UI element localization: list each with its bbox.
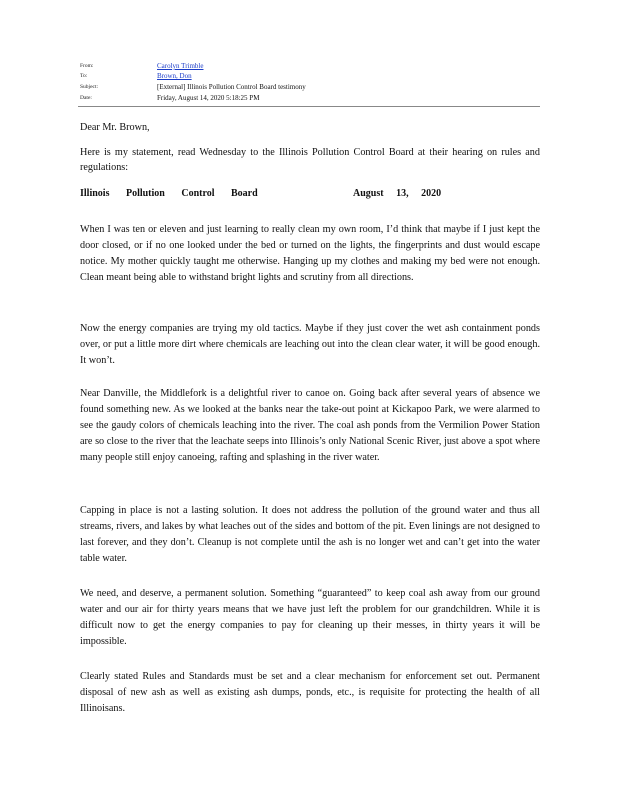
header-to-row xyxy=(80,72,192,81)
intro-paragraph: Here is my statement, read Wednesday to the Illinois Pollution Control Board at their hearing on rules and regulations: xyxy=(80,147,540,173)
paragraph-5: We need, and deserve, a permanent solution. Something “guaranteed” to keep coal ash away from our ground water and our air for thirty years means that we have just left the problem for our grandchildren. While it is difficult now to get the energy companies to pay for cleaning up their messes, in thirty years it will be impossible. xyxy=(80,588,540,647)
to-label: To: xyxy=(80,73,88,79)
paragraph-2: Now the energy companies are trying my old tactics. Maybe if they just cover the wet ash containment ponds over, or put a little more dirt where chemicals are leaching out into the clean clear water, it will be good enough. It won’t. xyxy=(80,323,540,366)
subject-value: [External] Illinois Pollution Control Board testimony xyxy=(157,83,306,91)
paragraph-1: When I was ten or eleven and just learning to really clean my own room, I’d think that maybe if I just kept the door closed, or if no one looked under the bed or turned on the lights, the fingerprints and dust would escape notice. My mother quickly taught me otherwise. Hanging up my clothes and making my bed were not enough. Clean meant being able to withstand bright lights and scrutiny from all directions. xyxy=(80,224,540,283)
statement-heading: Illinois Pollution Control Board xyxy=(80,188,258,199)
header-divider xyxy=(78,106,540,107)
header-date-row xyxy=(80,94,259,103)
paragraph-4: Capping in place is not a lasting solution. It does not address the pollution of the ground water and thus all streams, rivers, and lakes by what leaches out of the sides and bottom of the pit. Even linings are not designed to last forever, and they don’t. Cleanup is not complete until the ash is no longer wet and can’t get into the water table water. xyxy=(80,505,540,564)
header-from-row xyxy=(80,62,203,71)
paragraph-6: Clearly stated Rules and Standards must be set and a clear mechanism for enforcement set out. Permanent disposal of new ash as well as existing ash dumps, ponds, etc., is requisite for protecting the health of all Illinoisans. xyxy=(80,671,540,714)
paragraph-3: Near Danville, the Middlefork is a delightful river to canoe on. Going back after several years of absence we found something new. As we looked at the banks near the take-out point at Kickapoo Park, we were alarmed to see the gaudy colors of chemicals leaching into the river. The coal ash ponds from the Vermilion Power Station are so close to the river that the leachate seeps into Illinois’s only National Scenic River, just above a spot where many people still enjoy canoeing, rafting and splashing in the river water. xyxy=(80,388,540,463)
from-label: From: xyxy=(80,63,94,69)
date-label: Date: xyxy=(80,95,92,101)
date-value: Friday, August 14, 2020 5:18:25 PM xyxy=(157,94,260,102)
from-link[interactable]: Carolyn Trimble xyxy=(157,62,204,70)
header-subject-row xyxy=(80,83,306,92)
salutation: Dear Mr. Brown, xyxy=(80,122,150,133)
statement-date: August 13, 2020 xyxy=(353,188,442,199)
to-link[interactable]: Brown, Don xyxy=(157,72,192,80)
subject-label: Subject: xyxy=(80,84,99,90)
